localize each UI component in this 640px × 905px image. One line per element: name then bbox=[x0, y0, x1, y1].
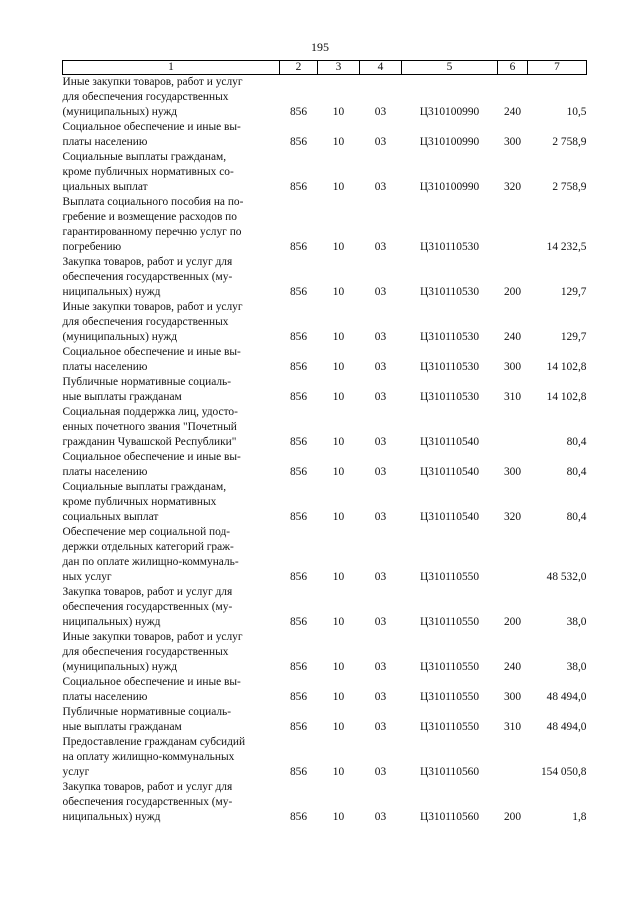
row-code-cell: 856 bbox=[289, 181, 308, 193]
row-subsection-cell: 03 bbox=[374, 436, 387, 448]
row-name-text: Социальное обеспечение и иные вы- платы населению bbox=[62, 676, 241, 703]
row-target-article-cell: Ц310110540 bbox=[419, 466, 480, 478]
header-cell: 3 bbox=[318, 61, 360, 75]
row-expense-type-cell: 240 bbox=[503, 331, 522, 343]
row-target-article-cell: Ц310110550 bbox=[419, 661, 480, 673]
row-code-cell: 856 bbox=[289, 691, 308, 703]
row-name-cell bbox=[63, 735, 280, 780]
header-cell: 1 bbox=[63, 61, 280, 75]
row-expense-type-cell: 310 bbox=[503, 391, 522, 403]
row-name-text: Закупка товаров, работ и услуг для обеспечения государственных (му- ниципальных) нужд bbox=[62, 586, 233, 628]
row-code-cell: 856 bbox=[289, 571, 308, 583]
row-section-cell: 10 bbox=[332, 181, 345, 193]
header-cell: 5 bbox=[402, 61, 498, 75]
row-name-text: Закупка товаров, работ и услуг для обеспечения государственных (му- ниципальных) нужд bbox=[62, 256, 233, 298]
row-section-cell: 10 bbox=[332, 286, 345, 298]
row-name-text: Предоставление гражданам субсидий на оплату жилищно-коммунальных услуг bbox=[62, 736, 246, 778]
row-expense-type-cell: 320 bbox=[503, 511, 522, 523]
row-expense-type-cell: 200 bbox=[503, 286, 522, 298]
row-subsection-cell: 03 bbox=[374, 331, 387, 343]
row-subsection-cell: 03 bbox=[374, 181, 387, 193]
row-subsection-cell: 03 bbox=[374, 106, 387, 118]
row-target-article-cell: Ц310110560 bbox=[419, 811, 480, 823]
row-name-cell bbox=[63, 195, 280, 255]
row-subsection-cell: 03 bbox=[374, 571, 387, 583]
row-target-article-cell: Ц310110530 bbox=[419, 361, 480, 373]
table-row bbox=[63, 630, 587, 675]
row-subsection-cell: 03 bbox=[374, 661, 387, 673]
row-name-text: Иные закупки товаров, работ и услуг для обеспечения государственных (муниципальных) нужд bbox=[62, 76, 243, 118]
row-section-cell: 10 bbox=[332, 571, 345, 583]
row-section-cell: 10 bbox=[332, 391, 345, 403]
row-subsection-cell: 03 bbox=[374, 286, 387, 298]
row-name-text: Закупка товаров, работ и услуг для обеспечения государственных (му- ниципальных) нужд bbox=[62, 781, 233, 823]
table-row bbox=[63, 405, 587, 450]
row-expense-type-cell: 240 bbox=[503, 106, 522, 118]
row-target-article-cell: Ц310110550 bbox=[419, 616, 480, 628]
row-target-article-cell: Ц310100990 bbox=[419, 106, 480, 118]
row-code-cell: 856 bbox=[289, 766, 308, 778]
row-expense-type-cell: 300 bbox=[503, 361, 522, 373]
header-cell: 2 bbox=[280, 61, 318, 75]
table-row bbox=[63, 735, 587, 780]
row-name-text: Социальные выплаты гражданам, кроме публичных нормативных со- циальных выплат bbox=[62, 151, 234, 193]
row-section-cell: 10 bbox=[332, 331, 345, 343]
row-subsection-cell: 03 bbox=[374, 511, 387, 523]
row-target-article-cell: Ц310110530 bbox=[419, 241, 480, 253]
row-amount-cell: 38,0 bbox=[566, 661, 587, 673]
row-code-cell: 856 bbox=[289, 811, 308, 823]
row-code-cell: 856 bbox=[289, 241, 308, 253]
row-target-article-cell: Ц310110540 bbox=[419, 511, 480, 523]
row-name-cell bbox=[63, 585, 280, 630]
row-code-cell: 856 bbox=[289, 661, 308, 673]
row-expense-type-cell bbox=[498, 405, 528, 450]
row-target-article-cell: Ц310100990 bbox=[419, 136, 480, 148]
row-name-cell bbox=[63, 345, 280, 375]
row-code-cell: 856 bbox=[289, 616, 308, 628]
row-section-cell: 10 bbox=[332, 661, 345, 673]
row-section-cell: 10 bbox=[332, 691, 345, 703]
row-name-cell bbox=[63, 675, 280, 705]
row-section-cell: 10 bbox=[332, 466, 345, 478]
row-code-cell: 856 bbox=[289, 106, 308, 118]
table-row bbox=[63, 585, 587, 630]
row-section-cell: 10 bbox=[332, 811, 345, 823]
row-amount-cell: 48 532,0 bbox=[546, 571, 587, 583]
row-target-article-cell: Ц310110530 bbox=[419, 286, 480, 298]
row-section-cell: 10 bbox=[332, 106, 345, 118]
header-row bbox=[63, 61, 587, 75]
row-expense-type-cell: 240 bbox=[503, 661, 522, 673]
row-amount-cell: 38,0 bbox=[566, 616, 587, 628]
row-name-cell bbox=[63, 255, 280, 300]
row-amount-cell: 2 758,9 bbox=[552, 181, 587, 193]
row-amount-cell: 10,5 bbox=[566, 106, 587, 118]
row-target-article-cell: Ц310110530 bbox=[419, 391, 480, 403]
row-subsection-cell: 03 bbox=[374, 616, 387, 628]
row-section-cell: 10 bbox=[332, 766, 345, 778]
row-name-text: Выплата социального пособия на по- гребение и возмещение расходов по гарантированному перечню услуг по погребению bbox=[62, 196, 244, 253]
row-amount-cell: 48 494,0 bbox=[546, 721, 587, 733]
row-target-article-cell: Ц310110530 bbox=[419, 331, 480, 343]
row-name-cell bbox=[63, 705, 280, 735]
row-expense-type-cell: 300 bbox=[503, 136, 522, 148]
row-amount-cell: 80,4 bbox=[566, 436, 587, 448]
table-row bbox=[63, 120, 587, 150]
row-target-article-cell: Ц310110550 bbox=[419, 571, 480, 583]
row-amount-cell: 129,7 bbox=[560, 331, 587, 343]
row-name-cell bbox=[63, 300, 280, 345]
table-row bbox=[63, 255, 587, 300]
row-name-cell bbox=[63, 525, 280, 585]
row-amount-cell: 129,7 bbox=[560, 286, 587, 298]
row-amount-cell: 154 050,8 bbox=[540, 766, 587, 778]
row-name-text: Публичные нормативные социаль- ные выплаты гражданам bbox=[62, 376, 232, 403]
row-name-cell bbox=[63, 150, 280, 195]
row-code-cell: 856 bbox=[289, 361, 308, 373]
row-amount-cell: 14 102,8 bbox=[546, 391, 587, 403]
row-name-cell bbox=[63, 780, 280, 825]
row-subsection-cell: 03 bbox=[374, 811, 387, 823]
row-expense-type-cell: 300 bbox=[503, 466, 522, 478]
table-row bbox=[63, 450, 587, 480]
row-subsection-cell: 03 bbox=[374, 241, 387, 253]
table-row bbox=[63, 675, 587, 705]
row-subsection-cell: 03 bbox=[374, 391, 387, 403]
row-subsection-cell: 03 bbox=[374, 691, 387, 703]
row-code-cell: 856 bbox=[289, 391, 308, 403]
table-row bbox=[63, 195, 587, 255]
row-code-cell: 856 bbox=[289, 466, 308, 478]
row-name-text: Обеспечение мер социальной под- держки отдельных категорий граж- дан по оплате жилищно-коммуналь- ных услуг bbox=[62, 526, 239, 583]
row-expense-type-cell bbox=[498, 525, 528, 585]
table-row bbox=[63, 480, 587, 525]
row-amount-cell: 14 232,5 bbox=[546, 241, 587, 253]
row-name-text: Социальное обеспечение и иные вы- платы населению bbox=[62, 451, 241, 478]
row-target-article-cell: Ц310110550 bbox=[419, 691, 480, 703]
table-row bbox=[63, 150, 587, 195]
row-expense-type-cell bbox=[498, 735, 528, 780]
table-row bbox=[63, 375, 587, 405]
table-row bbox=[63, 300, 587, 345]
row-code-cell: 856 bbox=[289, 721, 308, 733]
row-amount-cell: 48 494,0 bbox=[546, 691, 587, 703]
table-row bbox=[63, 780, 587, 825]
row-expense-type-cell: 310 bbox=[503, 721, 522, 733]
row-code-cell: 856 bbox=[289, 286, 308, 298]
row-name-cell bbox=[63, 630, 280, 675]
row-name-cell bbox=[63, 120, 280, 150]
table-row bbox=[63, 525, 587, 585]
row-section-cell: 10 bbox=[332, 136, 345, 148]
table-row bbox=[63, 75, 587, 121]
budget-table bbox=[62, 60, 587, 825]
row-code-cell: 856 bbox=[289, 331, 308, 343]
header-cell: 7 bbox=[528, 61, 587, 75]
row-name-text: Иные закупки товаров, работ и услуг для обеспечения государственных (муниципальных) нужд bbox=[62, 631, 243, 673]
row-target-article-cell: Ц310100990 bbox=[419, 181, 480, 193]
row-target-article-cell: Ц310110550 bbox=[419, 721, 480, 733]
row-amount-cell: 1,8 bbox=[572, 811, 587, 823]
row-section-cell: 10 bbox=[332, 241, 345, 253]
header-cell: 4 bbox=[360, 61, 402, 75]
table-row bbox=[63, 705, 587, 735]
page-number: 195 bbox=[311, 40, 329, 54]
row-name-cell bbox=[63, 375, 280, 405]
row-subsection-cell: 03 bbox=[374, 361, 387, 373]
row-name-cell bbox=[63, 405, 280, 450]
row-name-cell bbox=[63, 480, 280, 525]
row-section-cell: 10 bbox=[332, 616, 345, 628]
row-section-cell: 10 bbox=[332, 511, 345, 523]
row-target-article-cell: Ц310110560 bbox=[419, 766, 480, 778]
row-expense-type-cell: 200 bbox=[503, 616, 522, 628]
row-name-text: Социальное обеспечение и иные вы- платы населению bbox=[62, 346, 241, 373]
row-amount-cell: 80,4 bbox=[566, 511, 587, 523]
row-target-article-cell: Ц310110540 bbox=[419, 436, 480, 448]
row-subsection-cell: 03 bbox=[374, 466, 387, 478]
row-expense-type-cell: 300 bbox=[503, 691, 522, 703]
header-cell: 6 bbox=[498, 61, 528, 75]
row-name-cell bbox=[63, 75, 280, 121]
row-name-text: Социальные выплаты гражданам, кроме публичных нормативных социальных выплат bbox=[62, 481, 227, 523]
row-name-text: Социальное обеспечение и иные вы- платы населению bbox=[62, 121, 241, 148]
table-row bbox=[63, 345, 587, 375]
row-expense-type-cell: 200 bbox=[503, 811, 522, 823]
row-section-cell: 10 bbox=[332, 721, 345, 733]
row-expense-type-cell: 320 bbox=[503, 181, 522, 193]
row-expense-type-cell bbox=[498, 195, 528, 255]
row-code-cell: 856 bbox=[289, 511, 308, 523]
row-code-cell: 856 bbox=[289, 136, 308, 148]
row-section-cell: 10 bbox=[332, 436, 345, 448]
row-subsection-cell: 03 bbox=[374, 136, 387, 148]
row-subsection-cell: 03 bbox=[374, 721, 387, 733]
row-code-cell: 856 bbox=[289, 436, 308, 448]
row-name-text: Публичные нормативные социаль- ные выплаты гражданам bbox=[62, 706, 232, 733]
row-amount-cell: 80,4 bbox=[566, 466, 587, 478]
row-amount-cell: 2 758,9 bbox=[552, 136, 587, 148]
row-section-cell: 10 bbox=[332, 361, 345, 373]
row-amount-cell: 14 102,8 bbox=[546, 361, 587, 373]
row-name-text: Социальная поддержка лиц, удосто- енных почетного звания "Почетный гражданин Чувашской Республики" bbox=[62, 406, 238, 448]
row-name-text: Иные закупки товаров, работ и услуг для обеспечения государственных (муниципальных) нужд bbox=[62, 301, 243, 343]
row-subsection-cell: 03 bbox=[374, 766, 387, 778]
row-name-cell bbox=[63, 450, 280, 480]
